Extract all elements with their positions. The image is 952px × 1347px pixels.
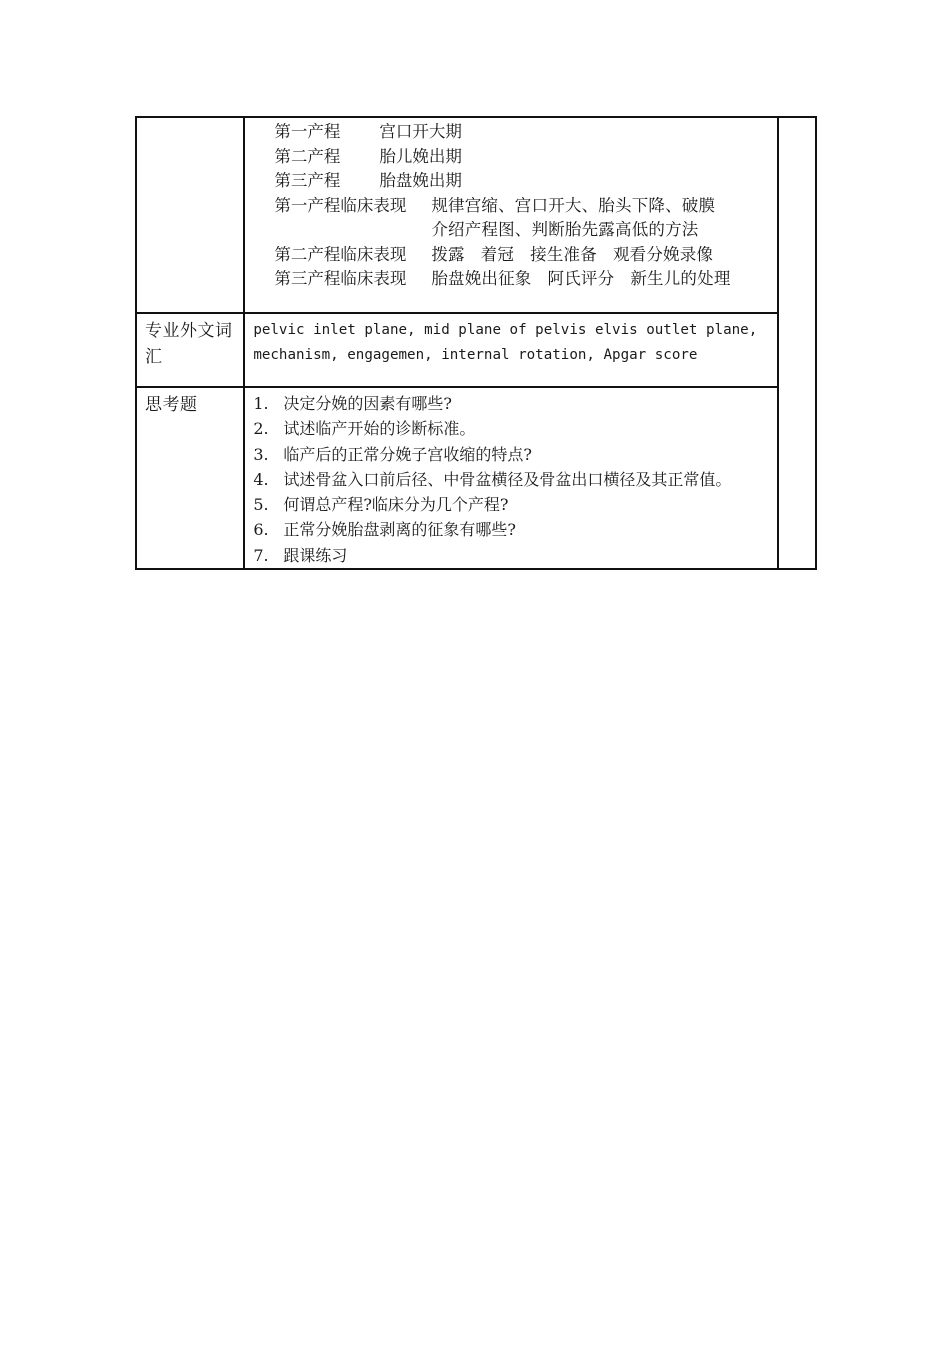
stages-label-cell bbox=[136, 117, 244, 313]
right-blank-cell bbox=[778, 117, 816, 569]
vocab-label-cell bbox=[136, 313, 244, 387]
questions-row bbox=[136, 387, 816, 569]
vocab-label: 专业外文词汇 bbox=[145, 321, 233, 367]
clinical-line: 第二产程临床表现 拨露 着冠 接生准备 观看分娩录像 bbox=[274, 244, 714, 264]
vocab-line: mechanism, engagemen, internal rotation, Apgar score bbox=[253, 347, 698, 363]
question-item: 7. 跟课练习 bbox=[253, 545, 348, 565]
question-item: 2. 试述临产开始的诊断标准。 bbox=[253, 419, 476, 439]
question-item: 6. 正常分娩胎盘剥离的征象有哪些? bbox=[253, 520, 516, 540]
question-item: 4. 试述骨盆入口前后径、中骨盆横径及骨盆出口横径及其正常值。 bbox=[253, 469, 732, 489]
vocab-row bbox=[136, 313, 816, 387]
stages-row bbox=[136, 117, 816, 313]
stage-line: 第一产程 宫口开大期 bbox=[274, 122, 462, 141]
questions-label-cell bbox=[136, 387, 244, 569]
stage-line: 第二产程 胎儿娩出期 bbox=[274, 146, 462, 166]
questions-content-cell bbox=[244, 387, 778, 569]
question-item: 5. 何谓总产程?临床分为几个产程? bbox=[253, 495, 509, 515]
question-item: 1. 决定分娩的因素有哪些? bbox=[253, 394, 452, 413]
clinical-line: 第一产程临床表现 规律宫缩、宫口开大、胎头下降、破膜 bbox=[274, 195, 716, 215]
question-item: 3. 临产后的正常分娩子宫收缩的特点? bbox=[253, 444, 532, 464]
clinical-line: 介绍产程图、判断胎先露高低的方法 bbox=[431, 220, 699, 239]
lesson-table bbox=[135, 116, 817, 570]
questions-label: 思考题 bbox=[145, 395, 198, 415]
stage-line: 第三产程 胎盘娩出期 bbox=[274, 171, 462, 190]
vocab-line: pelvic inlet plane, mid plane of pelvis elvis outlet plane, bbox=[253, 322, 758, 338]
stages-content-cell bbox=[244, 117, 778, 313]
clinical-line: 第三产程临床表现 胎盘娩出征象 阿氏评分 新生儿的处理 bbox=[274, 269, 731, 288]
vocab-content-cell bbox=[244, 313, 778, 387]
